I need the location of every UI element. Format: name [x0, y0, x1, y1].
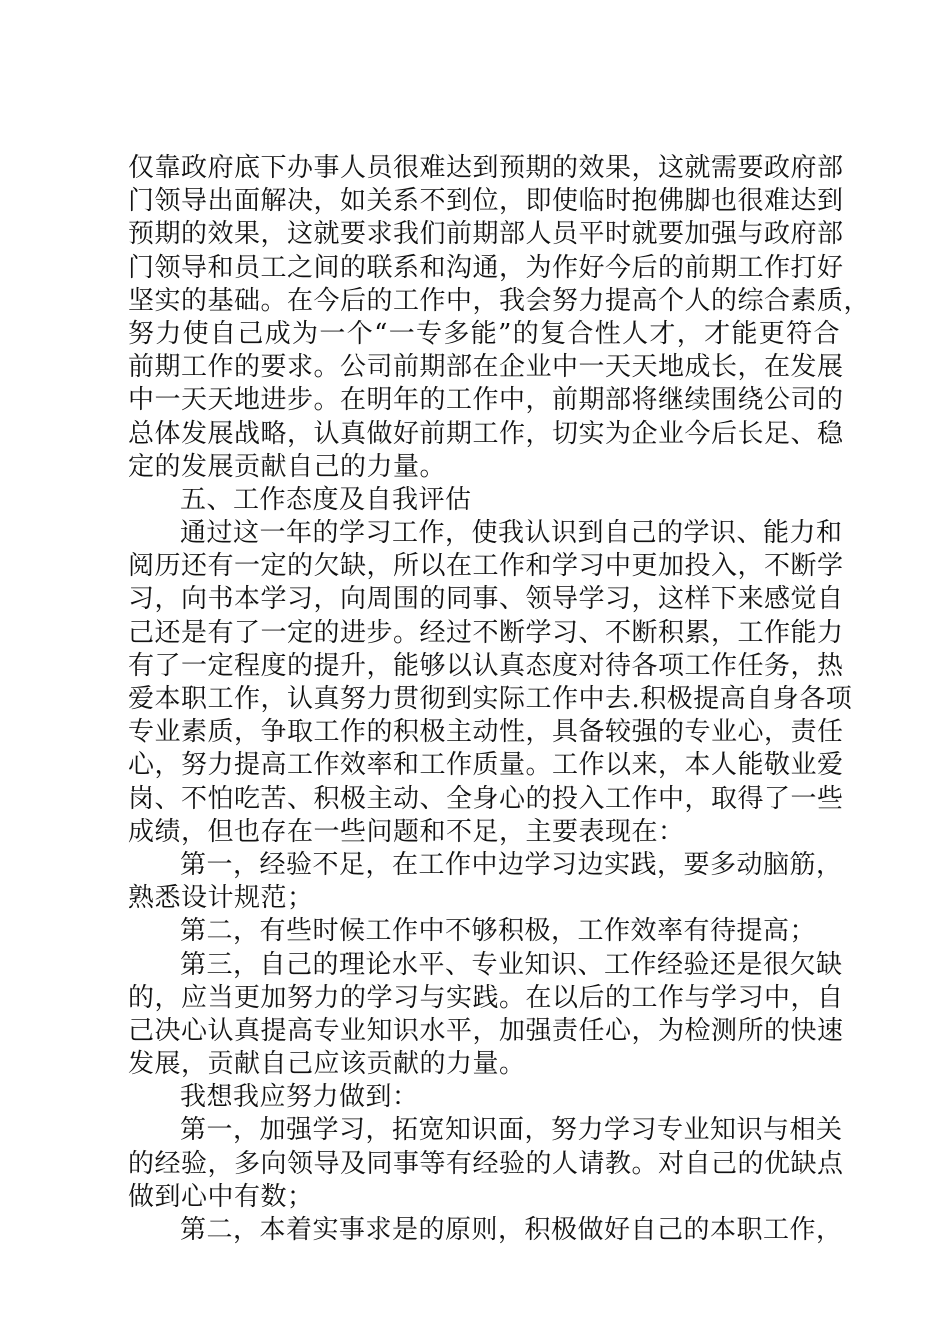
- text-line: 熟悉设计规范；: [128, 883, 314, 914]
- text-line: 第二，有些时候工作中不够积极，工作效率有待提高；: [180, 916, 817, 947]
- text-line: 做到心中有数；: [128, 1181, 314, 1212]
- text-line: 预期的效果，这就要求我们前期部人员平时就要加强与政府部: [128, 219, 844, 250]
- text-line: 定的发展贡献自己的力量。: [128, 451, 447, 482]
- text-line: 努力使自己成为一个“一专多能”的复合性人才，才能更符合: [128, 318, 840, 349]
- text-line: 中一天天地进步。在明年的工作中，前期部将继续围绕公司的: [128, 385, 844, 416]
- text-line: 我想我应努力做到：: [180, 1082, 419, 1113]
- text-line: 仅靠政府底下办事人员很难达到预期的效果，这就需要政府部: [128, 153, 844, 183]
- text-line: 专业素质，争取工作的积极主动性，具备较强的专业心，责任: [128, 717, 844, 748]
- text-line: 成绩，但也存在一些问题和不足，主要表现在：: [128, 816, 685, 847]
- text-line: 的，应当更加努力的学习与实践。在以后的工作与学习中，自: [128, 982, 844, 1013]
- text-line: 总体发展战略，认真做好前期工作，切实为企业今后长足、稳: [128, 418, 844, 449]
- text-line: 通过这一年的学习工作，使我认识到自己的学识、能力和: [180, 518, 843, 549]
- text-line: 己还是有了一定的进步。经过不断学习、不断积累，工作能力: [128, 617, 844, 648]
- text-line: 坚实的基础。在今后的工作中，我会努力提高个人的综合素质，: [128, 285, 871, 316]
- text-line: 门领导和员工之间的联系和沟通，为作好今后的前期工作打好: [128, 252, 844, 283]
- text-line: 阅历还有一定的欠缺，所以在工作和学习中更加投入，不断学: [128, 551, 844, 582]
- text-line: 第二，本着实事求是的原则，积极做好自己的本职工作，: [180, 1215, 843, 1245]
- text-line: 习，向书本学习，向周围的同事、领导学习，这样下来感觉自: [128, 584, 844, 615]
- body-text: [128, 152, 871, 1247]
- text-line: 第一，经验不足，在工作中边学习边实践，要多动脑筋，: [180, 849, 843, 880]
- text-line: 心，努力提高工作效率和工作质量。工作以来，本人能敬业爱: [128, 750, 844, 781]
- section-heading: 五、工作态度及自我评估: [180, 484, 472, 515]
- text-line: 的经验，多向领导及同事等有经验的人请教。对自己的优缺点: [128, 1148, 844, 1179]
- text-line: 门领导出面解决，如关系不到位，即使临时抱佛脚也很难达到: [128, 186, 844, 217]
- text-line: 有了一定程度的提升，能够以认真态度对待各项工作任务，热: [128, 650, 844, 681]
- text-line: 发展，贡献自己应该贡献的力量。: [128, 1049, 526, 1080]
- text-line: 第三，自己的理论水平、专业知识、工作经验还是很欠缺: [180, 949, 843, 980]
- text-line: 爱本职工作，认真努力贯彻到实际工作中去.积极提高自身各项: [128, 684, 853, 714]
- text-line: 岗、不怕吃苦、积极主动、全身心的投入工作中，取得了一些: [128, 783, 844, 814]
- text-line: 第一，加强学习，拓宽知识面，努力学习专业知识与相关: [180, 1115, 843, 1146]
- text-line: 前期工作的要求。公司前期部在企业中一天天地成长，在发展: [128, 352, 844, 383]
- text-line: 己决心认真提高专业知识水平，加强责任心，为检测所的快速: [128, 1015, 844, 1046]
